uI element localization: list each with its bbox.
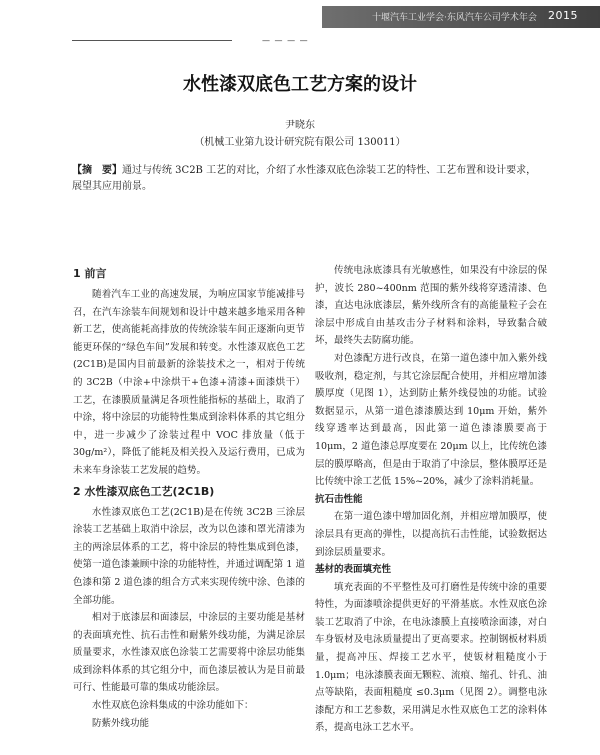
article-affiliation: （机械工业第九设计研究院有限公司 130011） (194, 137, 406, 148)
header-dashes: — — — — (262, 36, 309, 45)
abstract (72, 163, 540, 195)
right-column (315, 262, 547, 737)
stone-chip-heading: 抗石击性能 (315, 493, 363, 505)
header-rule-left (72, 40, 232, 41)
section-2-paragraph-3: 水性双底色涂料集成的中涂功能如下： (92, 700, 254, 712)
section-1-paragraph: 随着汽车工业的高速发展，为响应国家节能减排号召，在汽车涂装车间规划和设计中越来越多地采用各种新工艺，使高能耗高排放的传统涂装车间正逐渐向更节能更环保的“绿色车间”发展和转变。水性漆双底色工艺(2C1B)是国内目前最新的涂装技术之一，相对于传统的 3C2B（中涂+中涂烘干+色漆+清漆+面漆烘干）工艺，在漆膜质量满足各项性能指标的基础上，取消了中涂，将中涂层的功能特性集成到涂料体系的其它组分中，进一步减少了涂装过程中 VOC 排放量（低于 30g/m²），降低了能耗及相关投入及运行费用，已成为未来车身涂装工艺发展的趋势。 (73, 289, 305, 476)
stone-chip-paragraph: 在第一道色漆中增加固化剂，并相应增加膜厚，使涂层具有更高的弹性，以提高抗石击性能，试验数据达到涂层质量要求。 (315, 511, 547, 558)
section-2-heading: 2 水性漆双底色工艺(2C1B) (73, 484, 215, 498)
left-column (73, 262, 305, 732)
surface-fill-heading: 基材的表面填充性 (315, 564, 392, 576)
section-2-paragraph-4: 防紫外线功能 (92, 717, 150, 729)
abstract-label: 【摘 要】 (72, 165, 122, 176)
uv-paragraph-2: 对色漆配方进行改良，在第一道色漆中加入紫外线吸收剂，稳定剂，与其它涂层配合使用，并相应增加漆膜厚度（见图 1），达到防止紫外线侵蚀的功能。试验数据显示，从第一道色漆漆膜达到 10μm 开始，紫外线穿透率达到最高，因此第一道色漆漆膜要高于 10μm，2 道色漆总厚度要在 20μm 以上，比传统色漆层的膜厚略高，但是由于取消了中涂层，整体膜厚还是比传统中涂工艺低 15%~20%，减少了涂料消耗量。 (315, 352, 547, 488)
article-author: 尹晓东 (285, 120, 315, 131)
section-2-paragraph-2: 相对于底漆层和面漆层，中涂层的主要功能是基材的表面填充性、抗石击性和耐紫外线功能，为满足涂层质量要求，水性漆双底色涂装工艺需要将中涂层功能集成到涂料体系的其它组分中，而色漆层被认为是目前最可行、性能最可靠的集成功能涂层。 (73, 612, 305, 694)
journal-name: 十堰汽车工业学会·东风汽车公司学术年会 (372, 13, 537, 23)
section-1-heading: 1 前言 (73, 267, 107, 280)
surface-fill-paragraph: 填充表面的不平整性及可打磨性是传统中涂的重要特性，为面漆喷涂提供更好的平滑基底。水性双底色涂装工艺取消了中涂，在电泳漆膜上直接喷涂面漆，对白车身钣材及电泳质量提出了更高要求。控制钢板材料质量，提高冲压、焊接工艺水平，使钣材粗糙度小于 1.0μm；电泳漆膜表面无颗粒、流痕、缩孔、针孔、油点等缺陷，表面粗糙度 ≤0.3μm（见图 2）。调整电泳漆配方和工艺参数，采用满足水性双底色工艺的涂料体系，提高电泳工艺水平。 (315, 581, 547, 734)
journal-year: 2015 (548, 9, 578, 22)
abstract-text: 通过与传统 3C2B 工艺的对比，介绍了水性漆双底色涂装工艺的特性、工艺布置和设计要求，展望其应用前景。 (72, 165, 537, 192)
section-2-paragraph-1: 水性漆双底色工艺(2C1B)是在传统 3C2B 三涂层涂装工艺基础上取消中涂层，改为以色漆和罩光清漆为主的两涂层体系的工艺，将中涂层的特性集成到色漆，使第一道色漆兼顾中涂的功能特性，并通过调配第 1 道色漆和第 2 道色漆的组合方式来实现传统中涂、色漆的全部功能。 (73, 506, 305, 606)
uv-paragraph-1: 传统电泳底漆具有光敏感性，如果没有中涂层的保护，波长 280~400nm 范围的紫外线将穿透清漆、色漆，直达电泳底漆层，紫外线所含有的高能量粒子会在涂层中形成自由基攻击分子材料和涂料，导致黏合破坏，最终失去防腐功能。 (315, 265, 547, 347)
article-title: 水性漆双底色工艺方案的设计 (183, 74, 417, 95)
